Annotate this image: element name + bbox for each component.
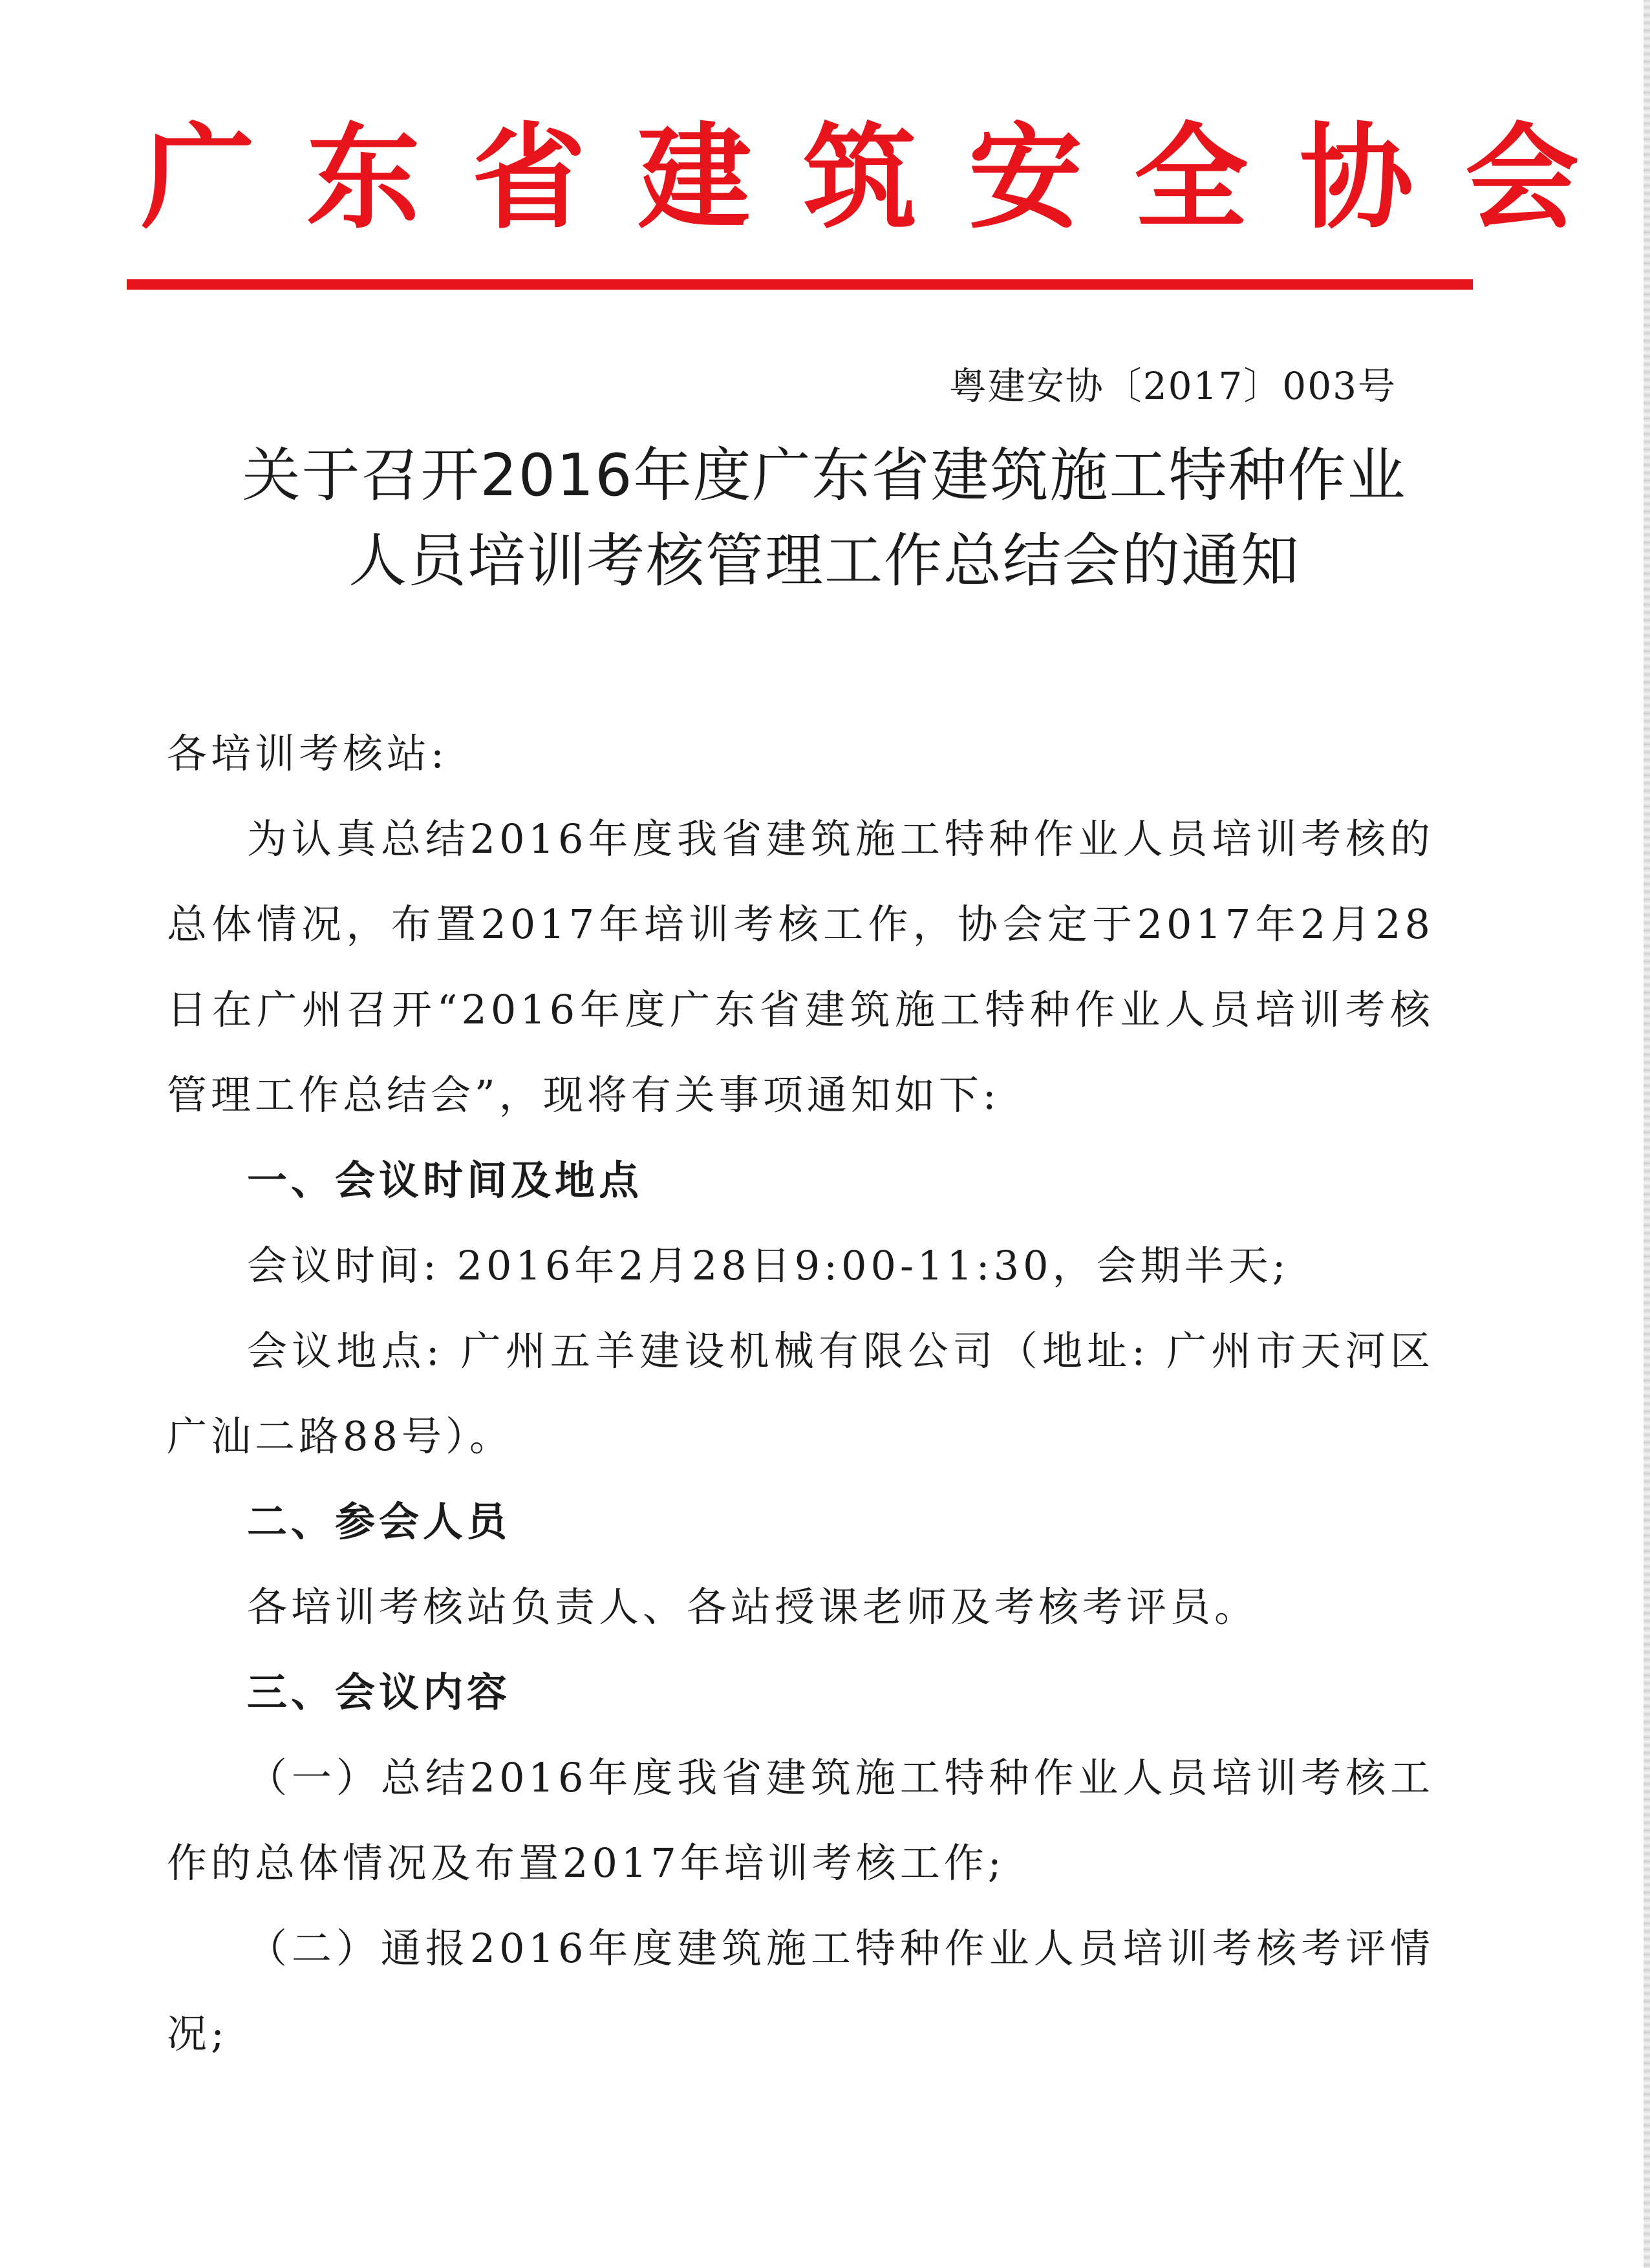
section-heading-attendees: 二、参会人员	[247, 1498, 511, 1545]
title-line-1: 关于召开2016年度广东省建筑施工特种作业	[242, 442, 1407, 509]
scan-edge-border	[1644, 0, 1650, 2268]
title-line-2: 人员培训考核管理工作总结会的通知	[348, 527, 1300, 595]
document-number: 粤建安协〔2017〕003号	[948, 364, 1397, 408]
attendees-text: 各培训考核站负责人、各站授课老师及考核考评员。	[247, 1583, 1259, 1631]
meeting-location: 会议地点: 广州五羊建设机械有限公司（地址: 广州市天河区广汕二路88号）。	[167, 1327, 1434, 1460]
intro-paragraph: 为认真总结2016年度我省建筑施工特种作业人员培训考核的总体情况，布置2017年培训考核工作，协会定于2017年2月28日在广州召开“2016年度广东省建筑施工特种作业人员培训考核管理工作总结会”，现将有关事项通知如下:	[167, 815, 1434, 1118]
content-item-2: （二）通报2016年度建筑施工特种作业人员培训考核考评情况;	[167, 1925, 1434, 2057]
meeting-time: 会议时间: 2016年2月28日9:00-11:30，会期半天;	[247, 1242, 1290, 1289]
document-title	[129, 433, 1519, 604]
letterhead	[116, 97, 1631, 244]
organization-name: 广东省建筑安全协会	[140, 111, 1631, 244]
letterhead-red-rule	[127, 279, 1473, 290]
section-heading-time-location: 一、会议时间及地点	[247, 1157, 643, 1204]
content-item-1: （一）总结2016年度我省建筑施工特种作业人员培训考核工作的总体情况及布置2017年培训考核工作;	[167, 1754, 1434, 1887]
section-heading-content: 三、会议内容	[247, 1669, 511, 1716]
salutation: 各培训考核站:	[167, 730, 448, 777]
document-body	[167, 711, 1434, 2077]
